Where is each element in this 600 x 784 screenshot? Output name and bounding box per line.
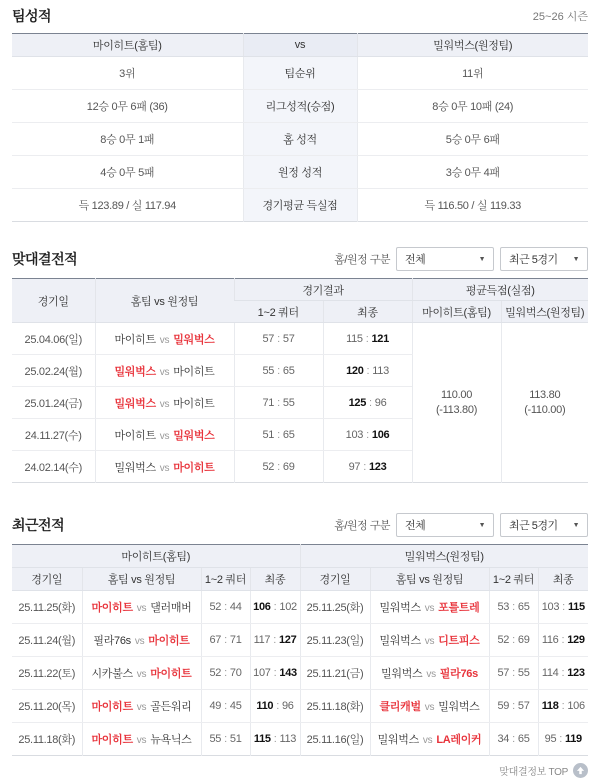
away-team-name: 밀워벅스 (173, 333, 215, 346)
arrow-up-icon[interactable] (573, 763, 588, 778)
home-score: 53 (497, 601, 510, 613)
match-date: 25.11.16(일) (300, 723, 370, 756)
home-score: 115 (253, 733, 271, 745)
quarter-score: 57 : 55 (489, 657, 538, 690)
home-score: 52 (209, 601, 222, 613)
match-date: 24.02.14(수) (24, 461, 82, 474)
match-teams (95, 419, 234, 451)
section-title-recent: 최근전적 (12, 517, 65, 533)
away-score: 51 (229, 733, 242, 745)
vs-label: vs (159, 462, 170, 474)
match-teams (95, 387, 234, 419)
home-score: 52 (262, 460, 275, 473)
home-score: 59 (497, 700, 510, 712)
final-score: 115 : 121 (323, 323, 412, 355)
recent-col-date: 경기일 (12, 568, 82, 591)
match-date: 25.01.24(금) (12, 387, 95, 419)
home-team-name: 밀워벅스 (114, 365, 156, 378)
quarter-score: 52 : 44 (201, 591, 250, 624)
recent-head-row2 (12, 568, 588, 591)
vs-header: vs (243, 34, 357, 57)
home-team-name: 밀워벅스 (381, 668, 423, 680)
recent-head-row1 (12, 545, 588, 568)
recent-table (12, 544, 588, 756)
quarter-score: 51 : 65 (234, 419, 323, 451)
away-score: 113 (372, 364, 389, 377)
home-team-name: 밀워벅스 (114, 397, 156, 410)
away-score: 57 (517, 700, 530, 712)
away-score: 127 (278, 634, 297, 646)
recent-filters (334, 513, 588, 537)
home-score: 55 (209, 733, 222, 745)
home-score: 52 (497, 634, 510, 646)
team-stats-row (12, 57, 588, 90)
away-team-name: 마이히트 (173, 365, 215, 378)
home-score: 120 (346, 364, 364, 377)
vs-label: vs (422, 735, 433, 746)
h2h-recent-select[interactable] (500, 247, 588, 271)
recent-col-quarter: 1~2 쿼터 (201, 568, 250, 591)
away-score: 123 (567, 667, 585, 679)
home-stat-value: 4승 0무 5패 (12, 156, 243, 189)
away-score: 129 (567, 634, 585, 646)
home-away-filter-label: 홈/원정 구분 (334, 254, 390, 266)
h2h-head-row1 (12, 279, 588, 301)
home-stat-value: 3위 (12, 57, 243, 90)
away-score: 65 (282, 428, 295, 441)
final-score: 117 : 127 (250, 624, 300, 657)
final-score: 110 : 96 (250, 690, 300, 723)
team-stats-header (12, 6, 588, 26)
home-score: 103 (541, 601, 560, 613)
away-score: 102 (279, 601, 297, 613)
stat-label: 홈 성적 (243, 123, 357, 156)
final-score: 125 : 96 (323, 387, 412, 419)
recent-col-teams: 홈팀 vs 원정팀 (82, 568, 201, 591)
h2h-scope-value: 전체 (405, 254, 426, 266)
vs-label: vs (159, 366, 170, 378)
match-teams (82, 690, 201, 723)
match-date: 25.11.24(월) (12, 624, 82, 657)
back-to-top-label[interactable]: 맞대결정보 TOP (499, 767, 568, 778)
home-score: 51 (262, 428, 275, 441)
match-teams (82, 723, 201, 756)
home-score: 106 (253, 601, 271, 613)
match-date: 25.11.18(화) (300, 690, 370, 723)
home-stat-value: 12승 0무 6패 (36) (12, 90, 243, 123)
away-score: 113 (279, 733, 297, 745)
match-date: 25.11.21(금) (300, 657, 370, 690)
away-score: 69 (282, 460, 295, 473)
home-score: 34 (497, 733, 510, 745)
home-team-name: 밀워벅스 (114, 461, 156, 474)
match-date: 25.11.22(토) (12, 657, 82, 690)
quarter-score: 55 : 51 (201, 723, 250, 756)
team-stats-row (12, 189, 588, 222)
away-score: 65 (517, 601, 530, 613)
season-label: 25~26 시즌 (532, 11, 588, 23)
final-score: 120 : 113 (323, 355, 412, 387)
home-stat-value: 득 123.89 / 실 117.94 (78, 200, 176, 212)
h2h-col-result-group: 경기결과 (234, 279, 412, 301)
recent-col-final: 최종 (250, 568, 300, 591)
recent-row (12, 690, 588, 723)
avg-points-home: 110.00 (-113.80) (412, 323, 501, 483)
match-teams (82, 591, 201, 624)
recent-recent-value: 최근 5경기 (509, 520, 558, 532)
away-stat-value: 득 116.50 / 실 119.33 (424, 200, 521, 212)
h2h-filters (334, 247, 588, 271)
quarter-score: 52 : 70 (201, 657, 250, 690)
match-teams (370, 723, 489, 756)
stat-label: 경기평균 득실점 (243, 189, 357, 222)
h2h-table (12, 278, 588, 483)
match-date: 25.04.06(일) (12, 323, 95, 355)
quarter-score: 55 : 65 (234, 355, 323, 387)
away-stat-value: 5승 0무 6패 (357, 123, 588, 156)
away-team-name: 필라76s (439, 668, 478, 680)
recent-recent-select[interactable] (500, 513, 588, 537)
home-score: 116 (541, 634, 559, 646)
match-date: 25.11.20(목) (12, 690, 82, 723)
home-team-name: 마이히트 (91, 602, 133, 614)
vs-label: vs (136, 702, 147, 713)
match-date: 25.11.25(화) (300, 591, 370, 624)
home-team-name: 클리캐벌 (379, 701, 421, 713)
team-stats-head-row (12, 34, 588, 57)
home-score: 55 (262, 364, 275, 377)
h2h-col-quarter: 1~2 쿼터 (234, 301, 323, 323)
away-team-name: 뉴욕닉스 (150, 734, 192, 746)
away-team-name: 밀워벅스 (438, 701, 480, 713)
section-title-team-stats: 팀성적 (12, 8, 52, 24)
match-date: 25.11.23(일) (300, 624, 370, 657)
team-stats-table (12, 33, 588, 222)
home-score: 52 (209, 667, 222, 679)
home-score: 117 (253, 634, 271, 646)
match-date: 25.11.18(화) (18, 734, 76, 746)
recent-row (12, 624, 588, 657)
home-score: 115 (346, 332, 363, 345)
h2h-row (12, 323, 588, 355)
vs-label: vs (134, 636, 145, 647)
away-score: 65 (517, 733, 530, 745)
away-score: 106 (371, 428, 390, 441)
home-team-name: 밀워벅스 (377, 734, 419, 746)
away-score: 69 (517, 634, 530, 646)
h2h-col-date: 경기일 (12, 279, 95, 323)
away-score: 44 (229, 601, 242, 613)
home-score: 114 (541, 667, 559, 679)
vs-label: vs (136, 669, 147, 680)
quarter-score: 34 : 65 (489, 723, 538, 756)
match-teams (370, 657, 489, 690)
away-score: 119 (565, 733, 582, 745)
recent-scope-value: 전체 (405, 520, 426, 532)
quarter-score: 59 : 57 (489, 690, 538, 723)
match-teams (95, 451, 234, 483)
match-date: 24.11.27(수) (12, 419, 95, 451)
vs-label: vs (159, 334, 170, 346)
away-score: 70 (229, 667, 242, 679)
match-teams (82, 624, 201, 657)
away-score: 55 (517, 667, 530, 679)
final-score: 95 : 119 (538, 723, 588, 756)
home-team-name: 마이히트 (114, 429, 156, 442)
h2h-recent-value: 최근 5경기 (509, 254, 558, 266)
away-score: 143 (279, 667, 297, 679)
recent-row (12, 591, 588, 624)
h2h-col-final: 최종 (323, 301, 412, 323)
away-score: 123 (368, 460, 387, 473)
away-score: 96 (281, 700, 294, 712)
team-stats-row (12, 90, 588, 123)
home-score: 97 (348, 460, 361, 473)
home-score: 95 (544, 733, 557, 745)
h2h-scope-select[interactable] (396, 247, 494, 271)
quarter-score: 67 : 71 (201, 624, 250, 657)
quarter-score: 71 : 55 (234, 387, 323, 419)
recent-row (12, 723, 588, 756)
recent-col-date: 경기일 (300, 568, 370, 591)
home-team-name: 밀워벅스 (379, 635, 421, 647)
match-teams (82, 657, 201, 690)
recent-left-title: 마이히트(홈팀) (12, 545, 300, 568)
home-team-name: 시카불스 (91, 668, 133, 680)
home-score: 71 (262, 396, 275, 409)
away-team-name: 마이히트 (173, 397, 215, 410)
quarter-score: 57 : 57 (234, 323, 323, 355)
home-team-name: 마이히트 (91, 701, 133, 713)
away-score: 121 (371, 332, 389, 345)
vs-label: vs (424, 603, 435, 614)
quarter-score: 52 : 69 (234, 451, 323, 483)
final-score: 107 : 143 (250, 657, 300, 690)
quarter-score: 52 : 69 (489, 624, 538, 657)
chevron-down-icon: ▼ (478, 521, 485, 529)
away-score: 96 (374, 396, 387, 409)
away-stat-value: 3승 0무 4패 (357, 156, 588, 189)
away-team-name: 포틀트레 (438, 602, 480, 614)
match-teams (370, 591, 489, 624)
match-teams (95, 323, 234, 355)
vs-label: vs (424, 636, 435, 647)
home-score: 103 (345, 428, 364, 441)
vs-label: vs (426, 669, 436, 680)
vs-label: vs (136, 603, 147, 614)
final-score: 118 : 106 (538, 690, 588, 723)
h2h-col-avg-home: 마이히트(홈팀) (412, 301, 501, 323)
away-score: 45 (229, 700, 242, 712)
vs-label: vs (159, 430, 170, 442)
recent-col-teams: 홈팀 vs 원정팀 (370, 568, 489, 591)
home-team-name: 밀워벅스 (379, 602, 421, 614)
home-stat-value: 8승 0무 1패 (12, 123, 243, 156)
stat-label: 리그성적(승점) (243, 90, 357, 123)
away-team-name: 디트피스 (438, 635, 480, 647)
home-score: 49 (209, 700, 222, 712)
final-score: 103 : 115 (538, 591, 588, 624)
away-stat-value: 8승 0무 10패 (24) (357, 90, 588, 123)
footer (12, 763, 588, 784)
home-score: 110 (256, 700, 274, 712)
away-team-name: 마이히트 (173, 461, 215, 474)
match-date: 25.11.25(화) (12, 591, 82, 624)
away-stat-value: 11위 (357, 57, 588, 90)
team-stats-row (12, 156, 588, 189)
match-teams (370, 690, 489, 723)
away-score: 55 (282, 396, 295, 409)
vs-label: vs (159, 398, 170, 410)
recent-right-title: 밀워벅스(원정팀) (300, 545, 588, 568)
away-score: 106 (567, 700, 585, 712)
h2h-header (12, 247, 588, 271)
match-date: 25.02.24(월) (12, 355, 95, 387)
vs-label: vs (424, 702, 435, 713)
stat-label: 원정 성적 (243, 156, 357, 189)
recent-col-quarter: 1~2 쿼터 (489, 568, 538, 591)
quarter-score: 49 : 45 (201, 690, 250, 723)
away-team-name: 밀워벅스 (173, 429, 215, 442)
section-title-h2h: 맞대결전적 (12, 251, 78, 267)
away-score: 57 (282, 332, 295, 345)
vs-label: vs (136, 735, 147, 746)
home-team-header: 마이히트(홈팀) (12, 34, 243, 57)
recent-scope-select[interactable] (396, 513, 494, 537)
chevron-down-icon: ▼ (572, 521, 579, 529)
final-score: 103 : 106 (323, 419, 412, 451)
home-team-name: 필라76s (93, 635, 131, 647)
home-score: 67 (209, 634, 222, 646)
away-team-name: 댈러매버 (150, 602, 192, 614)
final-score: 106 : 102 (250, 591, 300, 624)
away-team-name: LA레이커 (436, 734, 482, 746)
match-teams (370, 624, 489, 657)
recent-row (12, 657, 588, 690)
final-score: 116 : 129 (538, 624, 588, 657)
away-team-name: 마이히트 (150, 668, 192, 680)
final-score: 115 : 113 (250, 723, 300, 756)
recent-header (12, 513, 588, 537)
chevron-down-icon: ▼ (478, 255, 485, 263)
h2h-col-teams: 홈팀 vs 원정팀 (95, 279, 234, 323)
home-away-filter-label: 홈/원정 구분 (334, 520, 390, 532)
home-score: 57 (262, 332, 275, 345)
home-score: 107 (253, 667, 271, 679)
recent-col-final: 최종 (538, 568, 588, 591)
chevron-down-icon: ▼ (572, 255, 579, 263)
away-team-header: 밀워벅스(원정팀) (357, 34, 588, 57)
h2h-col-avg-group: 평균득점(실점) (412, 279, 588, 301)
final-score: 114 : 123 (538, 657, 588, 690)
avg-points-away: 113.80 (-110.00) (501, 323, 588, 483)
away-score: 71 (229, 634, 242, 646)
match-teams (95, 355, 234, 387)
home-score: 118 (541, 700, 559, 712)
home-team-name: 마이히트 (91, 734, 133, 746)
away-team-name: 골든워리 (150, 701, 192, 713)
home-team-name: 마이히트 (114, 333, 156, 346)
home-score: 125 (348, 396, 367, 409)
h2h-col-avg-away: 밀워벅스(원정팀) (501, 301, 588, 323)
team-stats-row (12, 123, 588, 156)
home-score: 57 (497, 667, 510, 679)
quarter-score: 53 : 65 (489, 591, 538, 624)
away-score: 115 (567, 601, 585, 613)
stat-label: 팀순위 (243, 57, 357, 90)
away-score: 65 (282, 364, 295, 377)
away-team-name: 마이히트 (148, 635, 190, 647)
final-score: 97 : 123 (323, 451, 412, 483)
